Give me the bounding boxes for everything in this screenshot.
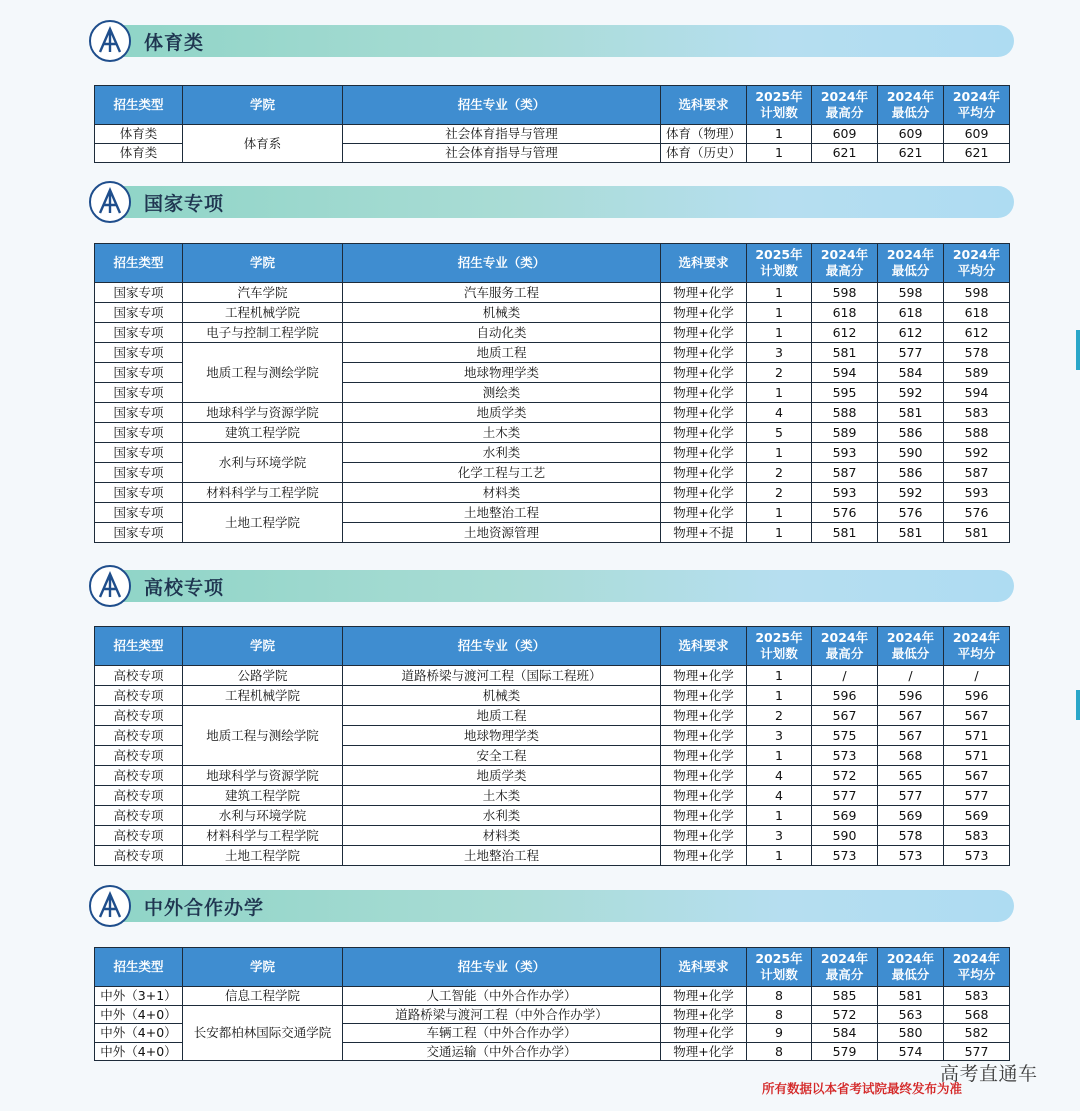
cell-plan: 1: [747, 283, 812, 303]
cell-min: 609: [878, 125, 944, 144]
cell-subject: 物理+化学: [661, 443, 747, 463]
school-logo-icon: [88, 884, 132, 928]
header-major: 招生专业（类）: [343, 627, 661, 666]
cell-type: 中外（4+0）: [95, 1024, 183, 1043]
cell-min: 568: [878, 746, 944, 766]
table-row: [95, 987, 1010, 1006]
table-row: [95, 125, 1010, 144]
table-row: [95, 1005, 1010, 1024]
cell-subject: 物理+化学: [661, 323, 747, 343]
table-row: [95, 666, 1010, 686]
header-type: 招生类型: [95, 948, 183, 987]
cell-avg: 583: [944, 403, 1010, 423]
cell-major: 地质学类: [343, 403, 661, 423]
table-row: [95, 483, 1010, 503]
cell-min: 590: [878, 443, 944, 463]
section-title: 体育类: [144, 32, 205, 54]
header-plan: 2025年 计划数: [747, 627, 812, 666]
table-header-row: [95, 86, 1010, 125]
cell-type: 高校专项: [95, 766, 183, 786]
cell-plan: 3: [747, 343, 812, 363]
cell-plan: 1: [747, 303, 812, 323]
cell-type: 高校专项: [95, 726, 183, 746]
cell-subject: 物理+化学: [661, 343, 747, 363]
cell-avg: /: [944, 666, 1010, 686]
cell-major: 测绘类: [343, 383, 661, 403]
cell-major: 土木类: [343, 423, 661, 443]
cell-avg: 573: [944, 846, 1010, 866]
table-row: [95, 343, 1010, 363]
cell-subject: 物理+化学: [661, 666, 747, 686]
cell-college: 工程机械学院: [183, 686, 343, 706]
watermark: 高考直通车: [940, 1063, 1038, 1085]
cell-subject: 物理+化学: [661, 483, 747, 503]
cell-min: 598: [878, 283, 944, 303]
cell-type: 高校专项: [95, 806, 183, 826]
section-title: 高校专项: [144, 577, 225, 599]
cell-min: 592: [878, 383, 944, 403]
cell-avg: 577: [944, 786, 1010, 806]
cell-college: 汽车学院: [183, 283, 343, 303]
cell-avg: 568: [944, 1005, 1010, 1024]
cell-min: /: [878, 666, 944, 686]
cell-max: 609: [812, 125, 878, 144]
cell-min: 578: [878, 826, 944, 846]
cell-plan: 3: [747, 826, 812, 846]
section-banner: [92, 890, 1014, 922]
edge-decoration: [1076, 690, 1080, 720]
header-max: 2024年 最高分: [812, 244, 878, 283]
cell-min: 621: [878, 144, 944, 163]
section-banner: [92, 570, 1014, 602]
cell-plan: 8: [747, 1005, 812, 1024]
section-banner: [92, 186, 1014, 218]
cell-major: 土地整治工程: [343, 846, 661, 866]
cell-avg: 583: [944, 987, 1010, 1006]
cell-subject: 体育（历史）: [661, 144, 747, 163]
table-row: [95, 403, 1010, 423]
cell-min: 586: [878, 463, 944, 483]
cell-major: 机械类: [343, 303, 661, 323]
cell-major: 地质学类: [343, 766, 661, 786]
cell-type: 国家专项: [95, 403, 183, 423]
header-major: 招生专业（类）: [343, 948, 661, 987]
table-row: [95, 686, 1010, 706]
cell-type: 国家专项: [95, 483, 183, 503]
cell-type: 国家专项: [95, 383, 183, 403]
cell-avg: 582: [944, 1024, 1010, 1043]
header-min: 2024年 最低分: [878, 627, 944, 666]
table-header-row: [95, 244, 1010, 283]
footnote: 所有数据以本省考试院最终发布为准: [762, 1081, 963, 1096]
cell-plan: 1: [747, 323, 812, 343]
cell-min: 618: [878, 303, 944, 323]
cell-college: 水利与环境学院: [183, 806, 343, 826]
header-avg: 2024年 平均分: [944, 86, 1010, 125]
table-row: [95, 283, 1010, 303]
cell-min: 581: [878, 403, 944, 423]
header-subject: 选科要求: [661, 627, 747, 666]
cell-major: 土地资源管理: [343, 523, 661, 543]
cell-plan: 1: [747, 125, 812, 144]
cell-max: 569: [812, 806, 878, 826]
cell-college: 水利与环境学院: [183, 443, 343, 483]
cell-major: 地质工程: [343, 343, 661, 363]
cell-major: 材料类: [343, 826, 661, 846]
cell-min: 581: [878, 523, 944, 543]
section-title: 中外合作办学: [144, 897, 265, 919]
cell-college: 地质工程与测绘学院: [183, 706, 343, 766]
cell-subject: 物理+化学: [661, 786, 747, 806]
cell-avg: 576: [944, 503, 1010, 523]
cell-subject: 物理+化学: [661, 1042, 747, 1061]
cell-avg: 592: [944, 443, 1010, 463]
cell-type: 国家专项: [95, 303, 183, 323]
header-type: 招生类型: [95, 86, 183, 125]
cell-max: 585: [812, 987, 878, 1006]
cell-major: 地球物理学类: [343, 363, 661, 383]
cell-subject: 物理+化学: [661, 846, 747, 866]
cell-subject: 物理+化学: [661, 1005, 747, 1024]
cell-max: 594: [812, 363, 878, 383]
cell-major: 社会体育指导与管理: [343, 125, 661, 144]
cell-avg: 571: [944, 726, 1010, 746]
cell-plan: 1: [747, 383, 812, 403]
cell-plan: 1: [747, 144, 812, 163]
cell-subject: 物理+化学: [661, 987, 747, 1006]
header-subject: 选科要求: [661, 86, 747, 125]
cell-max: 589: [812, 423, 878, 443]
cell-type: 国家专项: [95, 363, 183, 383]
cell-min: 569: [878, 806, 944, 826]
header-major: 招生专业（类）: [343, 244, 661, 283]
cell-type: 国家专项: [95, 323, 183, 343]
cell-plan: 8: [747, 1042, 812, 1061]
section-title: 国家专项: [144, 193, 225, 215]
cell-subject: 物理+化学: [661, 746, 747, 766]
table-row: [95, 786, 1010, 806]
header-subject: 选科要求: [661, 244, 747, 283]
cell-plan: 1: [747, 666, 812, 686]
cell-type: 中外（4+0）: [95, 1005, 183, 1024]
cell-major: 交通运输（中外合作办学）: [343, 1042, 661, 1061]
cell-type: 中外（4+0）: [95, 1042, 183, 1061]
cell-type: 国家专项: [95, 283, 183, 303]
header-college: 学院: [183, 627, 343, 666]
cell-avg: 567: [944, 706, 1010, 726]
header-plan: 2025年 计划数: [747, 948, 812, 987]
cell-college: 地质工程与测绘学院: [183, 343, 343, 403]
table-row: [95, 846, 1010, 866]
table-row: [95, 303, 1010, 323]
cell-college: 信息工程学院: [183, 987, 343, 1006]
cell-avg: 569: [944, 806, 1010, 826]
cell-avg: 589: [944, 363, 1010, 383]
cell-max: 572: [812, 766, 878, 786]
cell-college: 材料科学与工程学院: [183, 483, 343, 503]
cell-type: 国家专项: [95, 463, 183, 483]
cell-min: 567: [878, 706, 944, 726]
cell-subject: 体育（物理）: [661, 125, 747, 144]
table-row: [95, 323, 1010, 343]
cell-type: 体育类: [95, 125, 183, 144]
table-row: [95, 766, 1010, 786]
national-table: [94, 243, 1010, 543]
cell-major: 道路桥梁与渡河工程（中外合作办学）: [343, 1005, 661, 1024]
cell-max: 579: [812, 1042, 878, 1061]
cell-plan: 1: [747, 746, 812, 766]
cell-major: 人工智能（中外合作办学）: [343, 987, 661, 1006]
cell-avg: 567: [944, 766, 1010, 786]
cell-subject: 物理+化学: [661, 383, 747, 403]
cell-max: 598: [812, 283, 878, 303]
cell-college: 材料科学与工程学院: [183, 826, 343, 846]
header-max: 2024年 最高分: [812, 86, 878, 125]
section-banner: [92, 25, 1014, 57]
cell-major: 水利类: [343, 443, 661, 463]
school-logo-icon: [88, 19, 132, 63]
cell-major: 汽车服务工程: [343, 283, 661, 303]
header-subject: 选科要求: [661, 948, 747, 987]
cell-college: 工程机械学院: [183, 303, 343, 323]
cell-min: 576: [878, 503, 944, 523]
sports-table: [94, 85, 1010, 163]
cell-plan: 5: [747, 423, 812, 443]
header-major: 招生专业（类）: [343, 86, 661, 125]
cell-avg: 612: [944, 323, 1010, 343]
table-header-row: [95, 627, 1010, 666]
cell-plan: 1: [747, 686, 812, 706]
cell-major: 土木类: [343, 786, 661, 806]
cell-min: 574: [878, 1042, 944, 1061]
cell-avg: 598: [944, 283, 1010, 303]
cell-avg: 581: [944, 523, 1010, 543]
header-college: 学院: [183, 244, 343, 283]
cell-max: 572: [812, 1005, 878, 1024]
cell-plan: 1: [747, 846, 812, 866]
cell-subject: 物理+化学: [661, 503, 747, 523]
cell-min: 580: [878, 1024, 944, 1043]
cell-subject: 物理+化学: [661, 726, 747, 746]
cell-avg: 571: [944, 746, 1010, 766]
header-avg: 2024年 平均分: [944, 627, 1010, 666]
cell-type: 高校专项: [95, 666, 183, 686]
cell-major: 道路桥梁与渡河工程（国际工程班）: [343, 666, 661, 686]
cell-type: 国家专项: [95, 343, 183, 363]
cell-min: 577: [878, 786, 944, 806]
cell-avg: 593: [944, 483, 1010, 503]
cell-max: 576: [812, 503, 878, 523]
cell-max: 587: [812, 463, 878, 483]
table-row: [95, 806, 1010, 826]
cell-max: 593: [812, 443, 878, 463]
cell-subject: 物理+化学: [661, 806, 747, 826]
cell-college: 建筑工程学院: [183, 423, 343, 443]
cell-major: 地质工程: [343, 706, 661, 726]
cell-max: 573: [812, 846, 878, 866]
cell-type: 高校专项: [95, 706, 183, 726]
cell-type: 高校专项: [95, 846, 183, 866]
cell-type: 国家专项: [95, 503, 183, 523]
cell-plan: 3: [747, 726, 812, 746]
table-row: [95, 443, 1010, 463]
cell-max: 618: [812, 303, 878, 323]
edge-decoration: [1076, 330, 1080, 370]
cell-plan: 1: [747, 523, 812, 543]
cell-major: 地球物理学类: [343, 726, 661, 746]
cell-college: 公路学院: [183, 666, 343, 686]
cell-plan: 2: [747, 483, 812, 503]
header-plan: 2025年 计划数: [747, 86, 812, 125]
cell-min: 565: [878, 766, 944, 786]
cell-plan: 1: [747, 443, 812, 463]
table-row: [95, 826, 1010, 846]
cell-max: 573: [812, 746, 878, 766]
cell-min: 577: [878, 343, 944, 363]
cell-avg: 578: [944, 343, 1010, 363]
cell-avg: 596: [944, 686, 1010, 706]
cell-major: 自动化类: [343, 323, 661, 343]
cell-max: 621: [812, 144, 878, 163]
cell-max: 581: [812, 343, 878, 363]
joint-table: [94, 947, 1010, 1061]
cell-max: 581: [812, 523, 878, 543]
cell-min: 586: [878, 423, 944, 443]
school-logo-icon: [88, 564, 132, 608]
header-max: 2024年 最高分: [812, 627, 878, 666]
cell-college: 地球科学与资源学院: [183, 766, 343, 786]
cell-subject: 物理+化学: [661, 303, 747, 323]
cell-plan: 2: [747, 363, 812, 383]
header-min: 2024年 最低分: [878, 244, 944, 283]
cell-min: 563: [878, 1005, 944, 1024]
table-row: [95, 503, 1010, 523]
cell-max: /: [812, 666, 878, 686]
cell-max: 612: [812, 323, 878, 343]
cell-subject: 物理+化学: [661, 363, 747, 383]
cell-major: 车辆工程（中外合作办学）: [343, 1024, 661, 1043]
cell-plan: 8: [747, 987, 812, 1006]
header-avg: 2024年 平均分: [944, 244, 1010, 283]
cell-college: 地球科学与资源学院: [183, 403, 343, 423]
cell-min: 612: [878, 323, 944, 343]
cell-subject: 物理+化学: [661, 766, 747, 786]
cell-type: 国家专项: [95, 423, 183, 443]
cell-max: 577: [812, 786, 878, 806]
cell-avg: 583: [944, 826, 1010, 846]
cell-type: 国家专项: [95, 443, 183, 463]
cell-avg: 588: [944, 423, 1010, 443]
cell-min: 567: [878, 726, 944, 746]
cell-subject: 物理+化学: [661, 423, 747, 443]
cell-max: 596: [812, 686, 878, 706]
header-plan: 2025年 计划数: [747, 244, 812, 283]
cell-type: 国家专项: [95, 523, 183, 543]
cell-subject: 物理+化学: [661, 706, 747, 726]
cell-major: 机械类: [343, 686, 661, 706]
cell-avg: 577: [944, 1042, 1010, 1061]
table-row: [95, 423, 1010, 443]
cell-plan: 9: [747, 1024, 812, 1043]
cell-major: 安全工程: [343, 746, 661, 766]
header-min: 2024年 最低分: [878, 86, 944, 125]
cell-major: 化学工程与工艺: [343, 463, 661, 483]
cell-college: 电子与控制工程学院: [183, 323, 343, 343]
cell-major: 社会体育指导与管理: [343, 144, 661, 163]
table-row: [95, 706, 1010, 726]
cell-min: 596: [878, 686, 944, 706]
cell-subject: 物理+化学: [661, 1024, 747, 1043]
cell-max: 575: [812, 726, 878, 746]
cell-type: 中外（3+1）: [95, 987, 183, 1006]
header-max: 2024年 最高分: [812, 948, 878, 987]
header-college: 学院: [183, 948, 343, 987]
cell-major: 材料类: [343, 483, 661, 503]
header-avg: 2024年 平均分: [944, 948, 1010, 987]
header-type: 招生类型: [95, 627, 183, 666]
school-logo-icon: [88, 180, 132, 224]
cell-type: 高校专项: [95, 786, 183, 806]
cell-type: 高校专项: [95, 826, 183, 846]
cell-subject: 物理+化学: [661, 826, 747, 846]
cell-subject: 物理+化学: [661, 403, 747, 423]
cell-max: 590: [812, 826, 878, 846]
cell-plan: 2: [747, 463, 812, 483]
cell-max: 567: [812, 706, 878, 726]
cell-avg: 594: [944, 383, 1010, 403]
cell-max: 595: [812, 383, 878, 403]
cell-min: 584: [878, 363, 944, 383]
cell-type: 高校专项: [95, 746, 183, 766]
cell-college: 建筑工程学院: [183, 786, 343, 806]
cell-plan: 2: [747, 706, 812, 726]
header-min: 2024年 最低分: [878, 948, 944, 987]
table-header-row: [95, 948, 1010, 987]
cell-plan: 4: [747, 403, 812, 423]
cell-major: 水利类: [343, 806, 661, 826]
cell-subject: 物理+化学: [661, 283, 747, 303]
cell-college: 土地工程学院: [183, 846, 343, 866]
cell-subject: 物理+不提: [661, 523, 747, 543]
cell-type: 体育类: [95, 144, 183, 163]
cell-plan: 1: [747, 806, 812, 826]
cell-avg: 587: [944, 463, 1010, 483]
cell-min: 581: [878, 987, 944, 1006]
cell-min: 592: [878, 483, 944, 503]
cell-college: 长安都柏林国际交通学院: [183, 1005, 343, 1061]
cell-plan: 4: [747, 766, 812, 786]
cell-plan: 4: [747, 786, 812, 806]
cell-min: 573: [878, 846, 944, 866]
header-college: 学院: [183, 86, 343, 125]
cell-avg: 621: [944, 144, 1010, 163]
cell-avg: 609: [944, 125, 1010, 144]
header-type: 招生类型: [95, 244, 183, 283]
cell-avg: 618: [944, 303, 1010, 323]
cell-max: 593: [812, 483, 878, 503]
cell-college: 土地工程学院: [183, 503, 343, 543]
cell-type: 高校专项: [95, 686, 183, 706]
cell-max: 584: [812, 1024, 878, 1043]
university-table: [94, 626, 1010, 866]
cell-major: 土地整治工程: [343, 503, 661, 523]
cell-plan: 1: [747, 503, 812, 523]
cell-college: 体育系: [183, 125, 343, 163]
cell-max: 588: [812, 403, 878, 423]
cell-subject: 物理+化学: [661, 463, 747, 483]
cell-subject: 物理+化学: [661, 686, 747, 706]
